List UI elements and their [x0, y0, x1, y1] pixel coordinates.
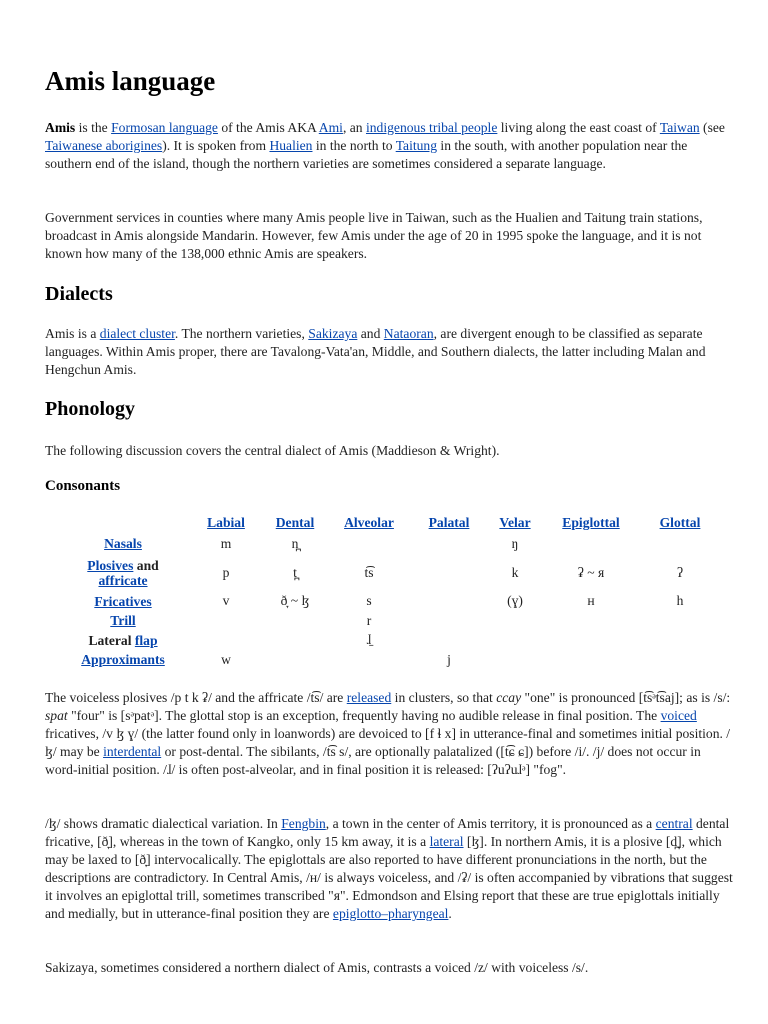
text-run: in the north to: [312, 138, 396, 153]
table-cell: [546, 534, 636, 554]
text-run: [ɮ]. In northern Amis, it is a plosive [d̪], which may be laxed to [ð̞] intervocalically. The epiglottals are also reported to have different pronunciations in the north, but the descriptions are contradictory. In Central Amis, /ʜ/ is always voiceless, and /ʡ/ is often accompanied by vibrations that suggest it involves an epiglottal trill, sometimes transcribed "я". Edmondson and Elsing report that these are true epiglottals initially and medially, but in utterance-final position they are: [45, 834, 733, 921]
italic-term: spat: [45, 708, 68, 723]
page-title: Amis language: [45, 66, 216, 96]
inline-link[interactable]: Formosan language: [111, 120, 218, 135]
column-header-link: Labial: [207, 515, 245, 530]
inline-link[interactable]: Sakizaya: [308, 326, 358, 341]
table-cell: s: [366, 593, 372, 609]
inline-link[interactable]: lateral: [429, 834, 464, 849]
text-run: and: [133, 557, 159, 573]
text-run: of the Amis AKA: [217, 120, 319, 135]
table-cell: [414, 534, 484, 554]
inline-link[interactable]: Plosives: [87, 557, 134, 573]
table-cell: [636, 611, 724, 631]
table-cell: [324, 534, 414, 554]
table-cell: [414, 592, 484, 612]
text-run: , an: [342, 120, 366, 135]
table-cell: [186, 611, 266, 631]
text-run: and: [357, 326, 384, 341]
row-header[interactable]: [60, 631, 186, 651]
table-cell: [484, 650, 546, 670]
table-cell: ʜ: [587, 593, 595, 609]
inline-link[interactable]: indigenous tribal people: [365, 120, 498, 135]
bold-term: Amis: [45, 120, 76, 135]
table-cell: t͡s: [364, 564, 374, 580]
table-row: [60, 534, 724, 554]
inline-link[interactable]: Taiwanese aborigines: [45, 138, 163, 153]
table-cell: h: [676, 593, 684, 609]
row-header[interactable]: [60, 534, 186, 554]
table-cell: w: [221, 651, 231, 667]
table-cell: [484, 611, 546, 631]
inline-link[interactable]: Trill: [110, 613, 136, 629]
text-run: is the: [75, 120, 112, 135]
table-cell: j: [447, 651, 451, 667]
column-header-glottal[interactable]: [636, 512, 724, 534]
table-row: [60, 611, 724, 631]
text-run: "four" is [sᵊpatᵊ]. The glottal stop is an exception, frequently having no audible release in final position. The: [67, 708, 661, 723]
row-header[interactable]: [60, 650, 186, 670]
table-cell: [414, 631, 484, 651]
text-run: .: [448, 906, 452, 921]
intro-paragraph-2: [45, 209, 735, 263]
column-header-link: Glottal: [659, 515, 701, 530]
table-cell: ʔ: [676, 564, 684, 580]
text-run: , are divergent enough to be classified as separate languages. Within Amis proper, there are Tavalong-Vata'an, Middle, and Southern dialects, the latter including Malan and Hengchun Amis.: [45, 326, 706, 377]
phonology-paragraph-4: [45, 959, 735, 977]
column-header-dental[interactable]: [266, 512, 324, 534]
table-row: [60, 631, 724, 651]
inline-link[interactable]: Fengbin: [281, 816, 326, 831]
text-run: ). It is spoken from: [162, 138, 270, 153]
table-cell: n̪: [291, 535, 299, 551]
table-cell: r: [366, 612, 372, 628]
text-run: living along the east coast of: [497, 120, 660, 135]
text-run: "one" is pronounced [t͡sᵊt͡saj]; as is /s/:: [521, 690, 731, 705]
text-run: The following discussion covers the central dialect of Amis (Maddieson & Wright).: [45, 443, 500, 458]
table-cell: ŋ: [511, 535, 519, 551]
italic-term: ccay: [496, 690, 522, 705]
table-corner: [60, 512, 186, 534]
table-row: [60, 592, 724, 612]
column-header-palatal[interactable]: [414, 512, 484, 534]
intro-paragraph-1: [45, 119, 735, 173]
row-header[interactable]: [60, 611, 186, 631]
inline-link[interactable]: epiglotto–pharyngeal: [332, 906, 449, 921]
inline-link[interactable]: interdental: [103, 744, 162, 759]
inline-link[interactable]: dialect cluster: [99, 326, 175, 341]
column-header-link: Dental: [275, 515, 315, 530]
table-cell: ɺ̠: [366, 632, 372, 648]
text-run: The voiceless plosives /p t k ʡ/ and the affricate /t͡s/ are: [45, 690, 347, 705]
text-run: in the south, with another population near the southern end of the island, though the northern varieties are sometimes considered a separate language.: [45, 138, 688, 171]
phonology-paragraph-3: [45, 815, 735, 923]
table-row: [60, 650, 724, 670]
inline-link[interactable]: Fricatives: [94, 593, 152, 609]
row-header[interactable]: [60, 592, 186, 612]
table-cell: p: [222, 564, 230, 580]
column-header-link: Alveolar: [344, 515, 394, 530]
text-run: Lateral: [88, 632, 135, 648]
table-cell: [266, 611, 324, 631]
phonology-paragraph-2: [45, 689, 735, 779]
table-cell: [414, 554, 484, 592]
table-cell: [546, 650, 636, 670]
text-run: in clusters, so that: [391, 690, 497, 705]
inline-link[interactable]: flap: [134, 632, 158, 648]
inline-link[interactable]: Approximants: [81, 652, 165, 668]
table-cell: ʡ ~ я: [577, 564, 605, 580]
table-cell: [636, 534, 724, 554]
inline-link[interactable]: voiced: [660, 708, 697, 723]
table-cell: [546, 631, 636, 651]
table-cell: (ɣ): [507, 593, 523, 609]
text-run: /ɮ/ shows dramatic dialectical variation. In: [45, 816, 282, 831]
column-header-link: Epiglottal: [562, 515, 620, 530]
phonology-paragraph: [45, 442, 735, 460]
inline-link[interactable]: central: [655, 816, 693, 831]
table-cell: [324, 650, 414, 670]
inline-link[interactable]: affricate: [98, 572, 148, 588]
inline-link[interactable]: Taiwan: [659, 120, 700, 135]
column-header-link: Palatal: [428, 515, 470, 530]
text-run: Amis is a: [45, 326, 100, 341]
table-cell: v: [222, 593, 230, 609]
table-row: [60, 554, 724, 592]
inline-link[interactable]: Hualien: [269, 138, 313, 153]
text-run: or post-dental. The sibilants, /t͡s s/, are optionally palatalized ([t͡ɕ ɕ]) before /i/. /j/ does not occur in word-initial position. /ɺ/ is often post-alveolar, and in final position it is released: [ʔuʔuɺᵊ] "fog".: [45, 744, 701, 777]
text-run: fricatives, /v ɮ ɣ/ (the latter found only in loanwords) are devoiced to [f ɬ x] in utterance-final and sometimes initial position. /ɮ/ may be: [45, 726, 731, 759]
column-header-velar[interactable]: [484, 512, 546, 534]
table-cell: ð̞ ~ ɮ: [280, 593, 310, 609]
inline-link[interactable]: Ami: [318, 120, 343, 135]
table-cell: [636, 631, 724, 651]
inline-link[interactable]: Nataoran: [383, 326, 434, 341]
table-cell: [266, 650, 324, 670]
table-cell: [414, 611, 484, 631]
section-heading-phonology: Phonology: [45, 398, 136, 420]
table-cell: t̪: [293, 564, 297, 580]
section-heading-dialects: Dialects: [45, 283, 113, 305]
text-run: Sakizaya, sometimes considered a northern dialect of Amis, contrasts a voiced /z/ with voiceless /s/.: [45, 960, 589, 975]
dialects-paragraph: [45, 325, 735, 379]
text-run: Government services in counties where many Amis people live in Taiwan, such as the Hualien and Taitung train stations, broadcast in Amis alongside Mandarin. However, few Amis under the age of 20 in 1995 spoke the language, and it is not known how many of the 138,000 ethnic Amis are speakers.: [45, 210, 703, 261]
column-header-alveolar[interactable]: [324, 512, 414, 534]
table-cell: [186, 631, 266, 651]
text-run: dental fricative, [ð̞], whereas in the town of Kangko, only 15 km away, it is a: [45, 816, 730, 849]
table-cell: [266, 631, 324, 651]
text-run: (see: [699, 120, 725, 135]
consonant-table-body: [60, 534, 724, 670]
text-run: , a town in the center of Amis territory, it is pronounced as a: [325, 816, 656, 831]
row-header[interactable]: [60, 554, 186, 592]
consonant-table: [60, 512, 724, 670]
subsection-heading-consonants: Consonants: [45, 478, 121, 494]
table-cell: [484, 631, 546, 651]
table-cell: [636, 650, 724, 670]
table-cell: k: [511, 564, 519, 580]
inline-link[interactable]: Taitung: [395, 138, 438, 153]
column-header-epiglottal[interactable]: [546, 512, 636, 534]
text-run: . The northern varieties,: [174, 326, 309, 341]
column-header-link: Velar: [499, 515, 531, 530]
inline-link[interactable]: Nasals: [104, 536, 142, 552]
column-header-labial[interactable]: [186, 512, 266, 534]
table-cell: m: [220, 535, 232, 551]
consonant-table-header-row: [60, 512, 724, 534]
inline-link[interactable]: released: [346, 690, 392, 705]
table-cell: [546, 611, 636, 631]
